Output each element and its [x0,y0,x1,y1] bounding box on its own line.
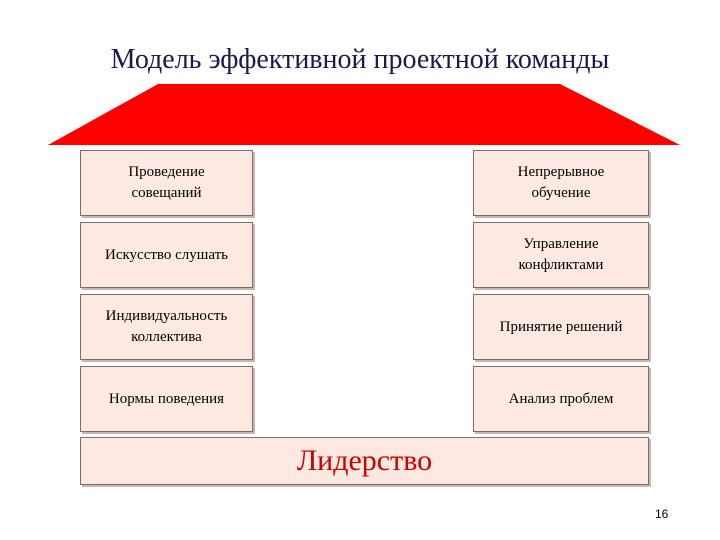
page-number: 16 [655,507,669,521]
right-pillar-label: Непрерывное обучение [517,164,605,201]
foundation-box [80,437,649,485]
roof-shape [48,84,680,145]
right-pillar-item [473,366,649,432]
left-pillar-item [80,222,253,288]
right-pillar-label: Анализ проблем [508,390,614,407]
right-pillar-label: Принятие решений [499,318,623,335]
left-pillar-label: Искусство слушать [104,246,229,263]
left-pillar-item [80,294,253,360]
page-title: Модель эффективной проектной команды [110,44,610,75]
right-pillar-label: Управление конфликтами [518,236,604,273]
left-pillar-label: Проведение совещаний [128,164,205,201]
left-pillar-label: Нормы поведения [108,390,225,407]
left-pillar-item [80,366,253,432]
roof-triangle [0,0,720,150]
right-pillar-item [473,150,649,216]
right-pillar-item [473,294,649,360]
left-pillar-label: Индивидуальность коллектива [105,308,228,345]
right-pillar-item [473,222,649,288]
left-pillar-item [80,150,253,216]
foundation-label: Лидерство [296,444,433,477]
